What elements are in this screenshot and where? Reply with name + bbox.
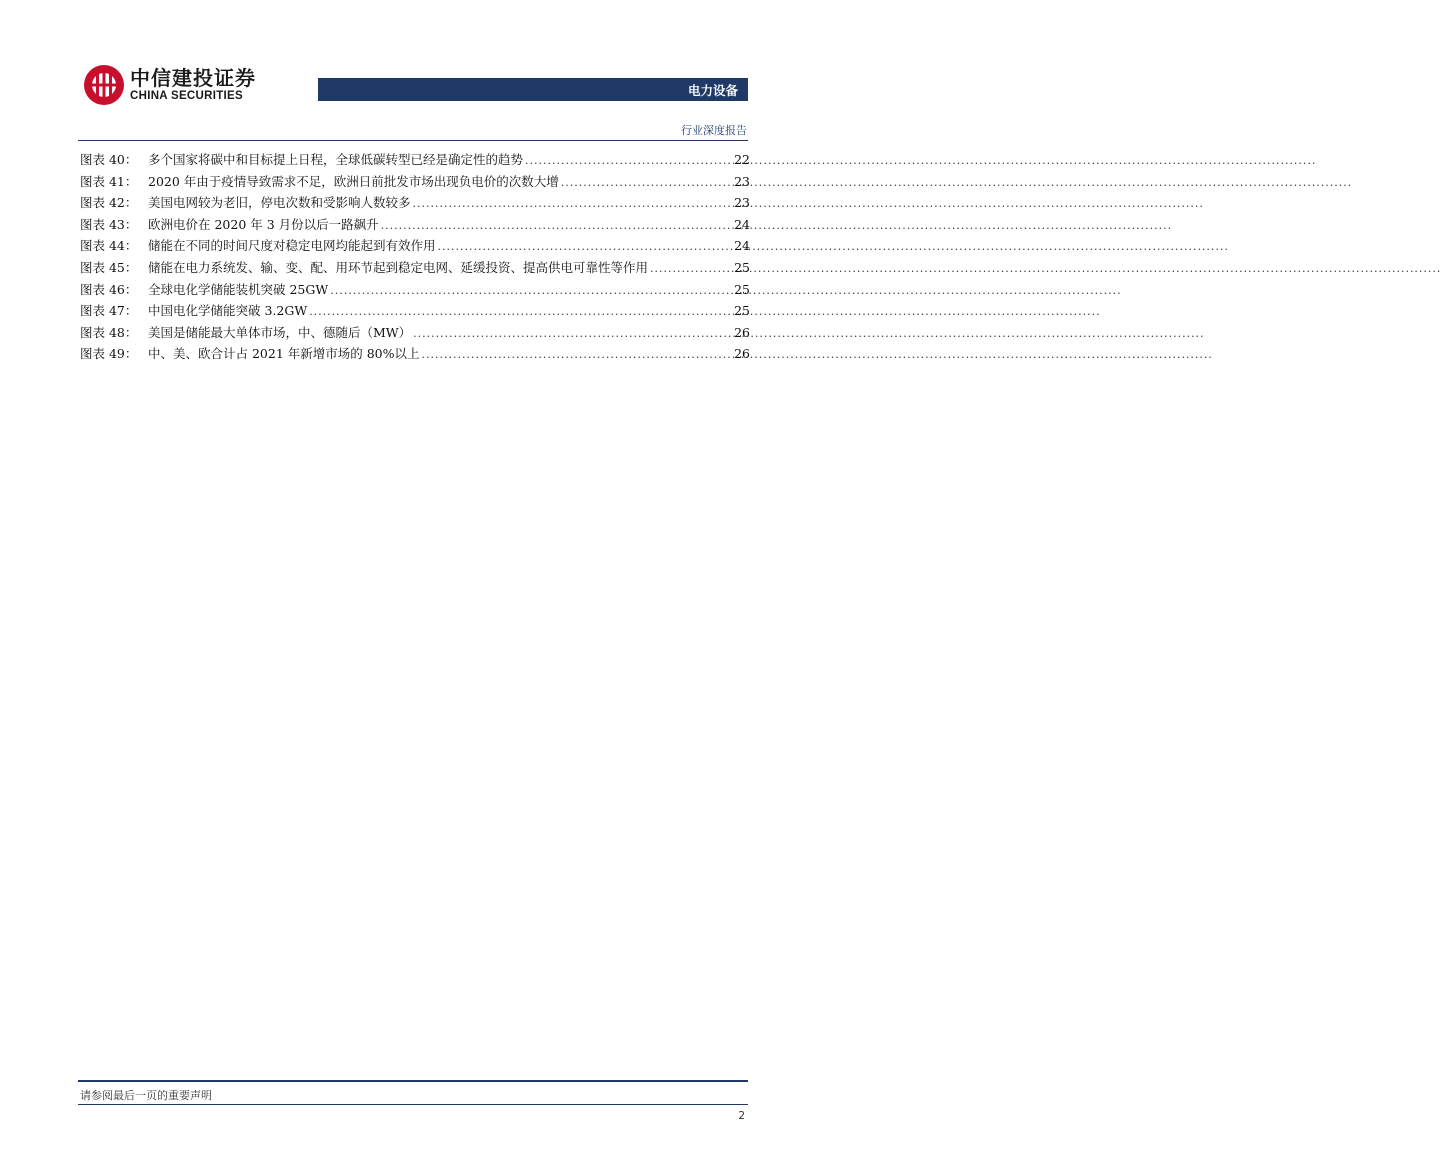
toc-dot-leader	[561, 176, 732, 189]
toc-page-number: 24	[734, 216, 750, 232]
toc-figure-title: 储能在电力系统发、输、变、配、用环节起到稳定电网、延缓投资、提高供电可靠性等作用	[148, 259, 649, 275]
toc-entry[interactable]	[80, 193, 750, 215]
toc-entry[interactable]	[80, 323, 750, 345]
toc-figure-label: 图表 46：	[80, 281, 138, 297]
disclaimer-note: 请参阅最后一页的重要声明	[80, 1089, 212, 1102]
figure-table-of-contents	[80, 150, 750, 366]
toc-figure-label: 图表 45：	[80, 259, 138, 275]
toc-figure-title: 中国电化学储能突破 3.2GW	[148, 303, 308, 319]
toc-page-number: 22	[734, 152, 750, 167]
toc-figure-title: 全球电化学储能装机突破 25GW	[148, 281, 329, 297]
toc-figure-label: 图表 41：	[80, 173, 138, 189]
china-securities-logo-icon	[82, 63, 126, 107]
toc-page-number: 26	[734, 346, 750, 362]
toc-figure-title: 2020 年由于疫情导致需求不足，欧洲日前批发市场出现负电价的次数大增	[148, 173, 559, 189]
toc-page-number: 25	[734, 281, 750, 297]
toc-figure-label: 图表 49：	[80, 346, 138, 362]
toc-page-number: 25	[734, 259, 750, 275]
toc-dot-leader	[413, 327, 732, 340]
toc-entry[interactable]	[80, 150, 750, 172]
toc-figure-label: 图表 40：	[80, 152, 138, 167]
toc-figure-title: 储能在不同的时间尺度对稳定电网均能起到有效作用	[148, 238, 436, 254]
toc-figure-title: 美国电网较为老旧，停电次数和受影响人数较多	[148, 195, 411, 211]
toc-figure-title: 多个国家将碳中和目标提上日程，全球低碳转型已经是确定性的趋势	[148, 152, 524, 167]
toc-entry[interactable]	[80, 301, 750, 323]
toc-dot-leader	[525, 154, 732, 167]
logo-chinese-name: 中信建投证券	[130, 65, 256, 90]
toc-page-number: 23	[734, 195, 750, 211]
toc-dot-leader	[422, 348, 733, 361]
toc-entry[interactable]	[80, 344, 750, 366]
toc-dot-leader	[438, 240, 733, 253]
toc-figure-title: 中、美、欧合计占 2021 年新增市场的 80%以上	[148, 346, 420, 362]
toc-figure-label: 图表 43：	[80, 216, 138, 232]
toc-page-number: 24	[734, 238, 750, 254]
toc-dot-leader	[330, 284, 732, 297]
toc-page-number: 23	[734, 173, 750, 189]
footer-divider-thin	[78, 1104, 748, 1105]
toc-dot-leader	[413, 197, 733, 210]
section-title: 电力设备	[687, 82, 738, 98]
toc-dot-leader	[650, 262, 732, 275]
toc-dot-leader	[381, 219, 732, 232]
toc-entry[interactable]	[80, 172, 750, 194]
toc-page-number: 25	[734, 303, 750, 319]
toc-figure-label: 图表 48：	[80, 324, 138, 340]
toc-page-number: 26	[734, 324, 750, 340]
toc-dot-leader	[309, 305, 732, 318]
toc-figure-title: 欧洲电价在 2020 年 3 月份以后一路飙升	[148, 216, 379, 232]
report-type: 行业深度报告	[681, 124, 747, 137]
header-divider	[78, 140, 748, 141]
toc-figure-title: 美国是储能最大单体市场，中、德随后（MW）	[148, 324, 412, 340]
toc-figure-label: 图表 47：	[80, 303, 138, 319]
section-header-bar	[318, 78, 748, 101]
toc-entry[interactable]	[80, 280, 750, 302]
company-logo	[82, 62, 272, 108]
page-number: 2	[738, 1110, 745, 1122]
toc-entry[interactable]	[80, 258, 750, 280]
toc-figure-label: 图表 44：	[80, 238, 138, 254]
footer-divider	[78, 1080, 748, 1082]
logo-english-name: CHINA SECURITIES	[130, 89, 243, 102]
toc-entry[interactable]	[80, 236, 750, 258]
toc-figure-label: 图表 42：	[80, 195, 138, 211]
toc-entry[interactable]	[80, 215, 750, 237]
